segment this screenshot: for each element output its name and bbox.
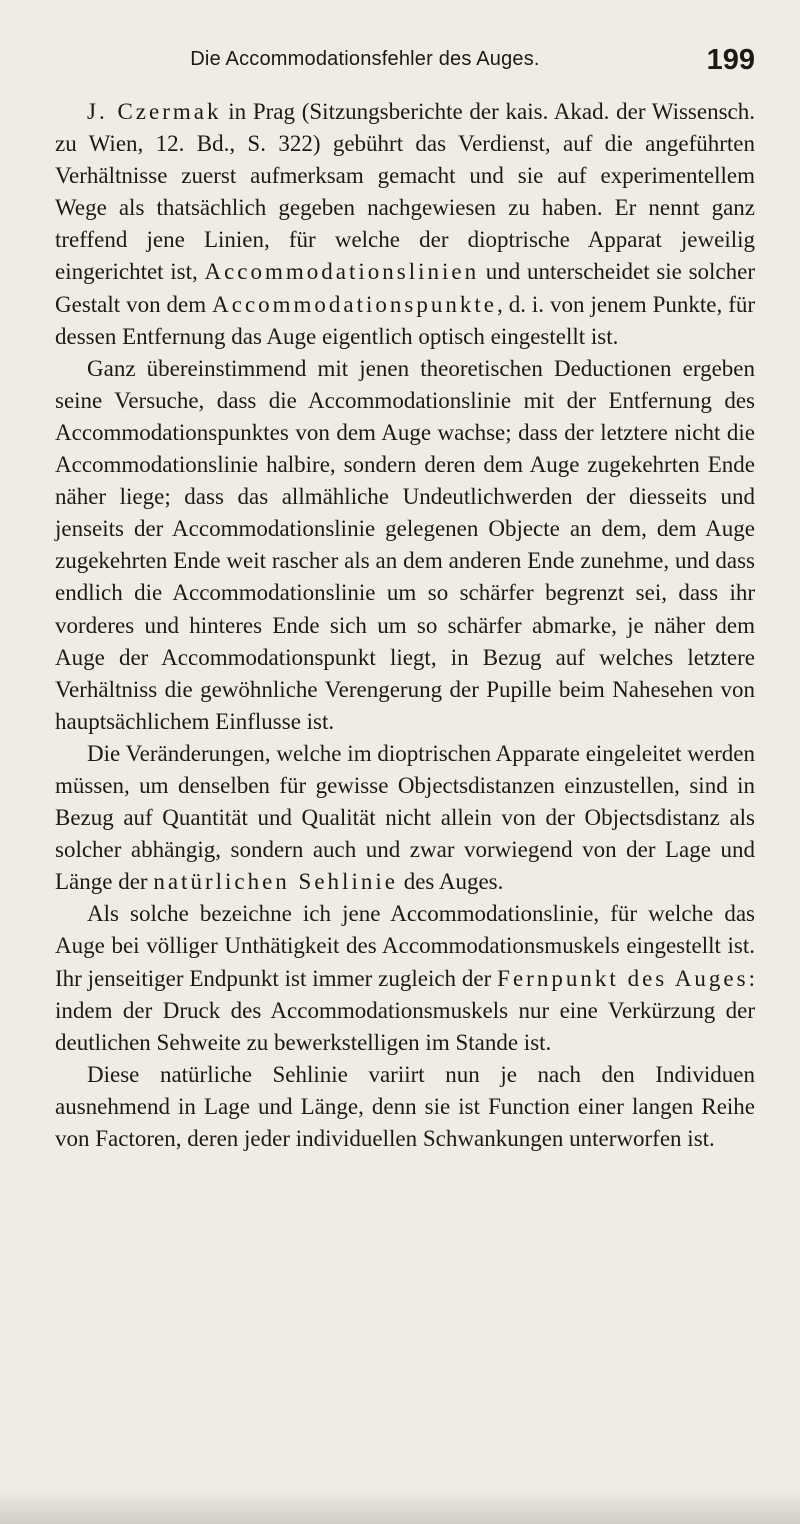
author-name: J. Czermak — [87, 99, 222, 124]
running-head: Die Accommodationsfehler des Auges. — [190, 48, 540, 70]
paragraph-1-text-3: , d. i. von jenem Punkte, für dessen Entfernung das Auge eigentlich optisch eingestellt ist. — [55, 291, 756, 349]
term-fernpunkt: Fernpunkt des Auges — [497, 965, 749, 991]
paragraph-1-text-1: in Prag (Sitzungsberichte der kais. Akad. der Wissensch. zu Wien, 12. Bd., S. 322) gebührt das Verdienst, auf die angeführten Verhältnisse zuerst aufmerksam gemacht und sie auf experimentellem Wege als thatsächlich gegeben nachgewiesen zu haben. Er nennt ganz treffend jene Linien, für welche der dioptrische Apparat jeweilig eingerichtet ist, — [55, 99, 756, 285]
term-natuerliche-sehlinie: natürlichen Sehlinie — [153, 869, 398, 895]
scan-edge-shadow — [0, 1490, 800, 1524]
term-accommodationslinien: Accommodationslinien — [204, 259, 480, 285]
body-text — [55, 96, 755, 1155]
paragraph-1 — [55, 96, 755, 353]
paragraph-4-text-1: Als solche bezeichne ich jene Accommodationslinie, für welche das Auge bei völliger Unthätigkeit des Accommodationsmuskels eingestellt ist. Ihr jenseitiger Endpunkt ist immer zugleich der — [55, 901, 755, 991]
paragraph-4-text-2: : indem der Druck des Accommodationsmuskels nur eine Verkürzung der deutlichen Sehweite zu bewerkstelligen im Stande ist. — [55, 965, 755, 1055]
page-number: 199 — [706, 44, 755, 76]
paragraph-3 — [55, 738, 755, 898]
paragraph-1-text-2: und unterscheidet sie solcher Gestalt von dem — [55, 259, 755, 317]
page-header — [55, 44, 755, 96]
book-page — [55, 44, 755, 1155]
paragraph-4 — [55, 898, 755, 1058]
paragraph-2: Ganz übereinstimmend mit jenen theoretischen Deductionen ergeben seine Versuche, dass die Accommodationslinie mit der Entfernung des Accommodationspunktes von dem Auge wachse; dass der letztere nicht die Accommodationslinie halbire, sondern deren dem Auge zugekehrten Ende näher liege; dass das allmähliche Undeutlichwerden der diesseits und jenseits der Accommodationslinie gelegenen Objecte an dem, dem Auge zugekehrten Ende weit rascher als an dem anderen Ende zunehme, und dass endlich die Accommodationslinie um so schärfer begrenzt sei, dass ihr vorderes und hinteres Ende sich um so schärfer abmarke, je näher dem Auge der Accommodationspunkt liegt, in Bezug auf welches letztere Verhältniss die gewöhnliche Verengerung der Pupille beim Nahesehen von hauptsächlichem Einflusse ist. — [55, 355, 755, 734]
paragraph-5: Diese natürliche Sehlinie variirt nun je nach den Individuen ausnehmend in Lage und Länge, denn sie ist Function einer langen Reihe von Factoren, deren jeder individuellen Schwankungen unterworfen ist. — [55, 1061, 755, 1151]
term-accommodationspunkte: Accommodationspunkte — [212, 291, 497, 317]
paragraph-3-text-2: des Auges. — [397, 869, 504, 895]
paragraph-3-text-1: Die Veränderungen, welche im dioptrischen Apparate eingeleitet werden müssen, um denselben für gewisse Objectsdistanzen einzustellen, sind in Bezug auf Quantität und Qualität nicht allein von der Objectsdistanz als solcher abhängig, sondern auch und zwar vorwiegend von der Lage und Länge der — [55, 740, 755, 895]
